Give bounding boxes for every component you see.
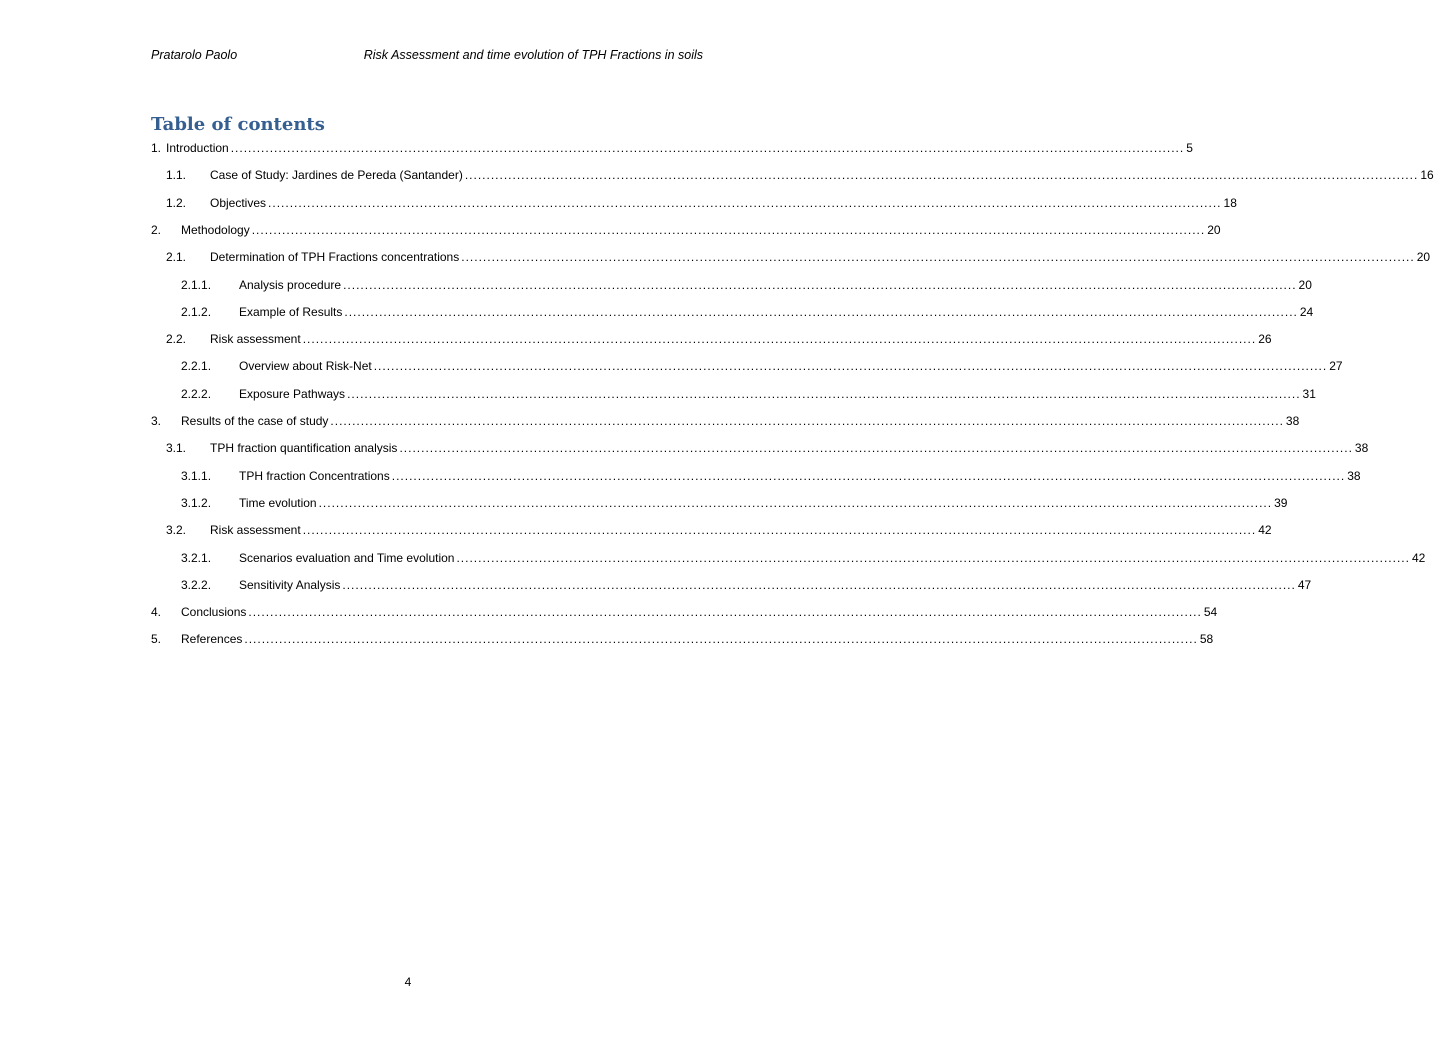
toc-entry-title: Case of Study: Jardines de Pereda (Santander): [210, 168, 463, 183]
toc-entry-title: Example of Results: [239, 304, 343, 319]
toc-entry-title: Determination of TPH Fractions concentrations: [210, 250, 460, 265]
page-header: [151, 48, 703, 66]
toc-leader-dots: ............................................................................................................................................................................................................................: [391, 468, 1346, 483]
toc-entry-title: TPH fraction Concentrations: [239, 468, 390, 483]
header-author: Pratarolo Paolo: [151, 48, 238, 62]
toc-entry-number: 1.1.: [166, 168, 187, 183]
toc-leader-dots: ............................................................................................................................................................................................................................: [318, 495, 1273, 510]
toc-entry-number: 3.2.1.: [181, 550, 212, 565]
toc-leader-dots: ............................................................................................................................................................................................................................: [456, 550, 1410, 565]
toc-entry-title: Objectives: [210, 195, 267, 210]
toc-entry-number: 2.2.: [166, 332, 187, 347]
toc-entry-page: 18: [1223, 195, 1237, 210]
toc-leader-dots: ............................................................................................................................................................................................................................: [302, 523, 1257, 538]
toc-entry[interactable]: [151, 413, 1300, 429]
toc-entry-page: 38: [1347, 468, 1361, 483]
toc-entry[interactable]: [151, 195, 1237, 211]
toc-entry[interactable]: [151, 167, 1434, 183]
toc-entry-number: 2.2.1.: [181, 359, 212, 374]
toc-entry-number: 2.1.1.: [181, 277, 212, 292]
toc-entry-number: 3.2.: [166, 523, 187, 538]
toc-entry-page: 42: [1411, 550, 1426, 565]
toc-leader-dots: ............................................................................................................................................................................................................................: [343, 277, 1297, 292]
toc-entry[interactable]: [151, 577, 1312, 593]
toc-entry[interactable]: [151, 468, 1361, 484]
toc-entry-title: Time evolution: [239, 495, 317, 510]
toc-entry-page: 38: [1285, 414, 1300, 428]
toc-heading: Table of contents: [151, 114, 325, 135]
toc-entry-title: Conclusions: [181, 605, 247, 620]
toc-entry-page: 27: [1329, 359, 1343, 374]
toc-entry-page: 47: [1297, 577, 1312, 592]
toc-entry-page: 5: [1186, 141, 1193, 155]
toc-entry-page: 58: [1199, 632, 1214, 647]
toc-entry-page: 24: [1299, 304, 1314, 319]
toc-entry-page: 16: [1420, 168, 1434, 183]
toc-entry-number: 3.1.2.: [181, 495, 212, 510]
toc-entry-title: Risk assessment: [210, 332, 301, 347]
toc-entry-page: 20: [1207, 222, 1221, 237]
toc-entry-page: 20: [1298, 277, 1312, 292]
toc-leader-dots: ............................................................................................................................................................................................................................: [251, 222, 1206, 237]
toc-entry[interactable]: [151, 604, 1218, 620]
toc-leader-dots: ............................................................................................................................................................................................................................: [342, 577, 1296, 592]
toc-entry-page: 54: [1203, 605, 1218, 620]
toc-leader-dots: ............................................................................................................................................................................................................................: [244, 632, 1198, 647]
toc-leader-dots: ............................................................................................................................................................................................................................: [268, 195, 1222, 210]
toc-entry-number: 5.: [151, 632, 162, 647]
toc-entry[interactable]: [151, 140, 1193, 156]
toc-leader-dots: ............................................................................................................................................................................................................................: [461, 250, 1415, 265]
toc-entry-number: 2.1.: [166, 250, 187, 265]
toc-entry[interactable]: [151, 222, 1221, 238]
toc-entry[interactable]: [151, 522, 1272, 538]
toc-leader-dots: ............................................................................................................................................................................................................................: [464, 168, 1419, 183]
toc-entry[interactable]: [151, 550, 1426, 566]
toc-entry-title: Sensitivity Analysis: [239, 577, 341, 592]
toc-entry-title: Results of the case of study: [181, 414, 329, 428]
toc-leader-dots: ............................................................................................................................................................................................................................: [230, 141, 1185, 155]
toc-leader-dots: ............................................................................................................................................................................................................................: [373, 359, 1328, 374]
toc-entry[interactable]: [151, 249, 1431, 265]
toc-entry-number: 1.: [151, 141, 162, 155]
toc-leader-dots: ............................................................................................................................................................................................................................: [302, 332, 1257, 347]
toc-entry-title: Scenarios evaluation and Time evolution: [239, 550, 455, 565]
toc-entry[interactable]: [151, 358, 1343, 374]
toc-entry-title: Overview about Risk-Net: [239, 359, 372, 374]
toc-entry-page: 26: [1258, 332, 1272, 347]
toc-entry-title: Introduction: [166, 141, 229, 155]
toc-entry[interactable]: [151, 331, 1272, 347]
toc-entry-title: TPH fraction quantification analysis: [210, 441, 398, 456]
toc-leader-dots: ............................................................................................................................................................................................................................: [347, 386, 1301, 401]
toc-entry-title: References: [181, 632, 243, 647]
toc-entry[interactable]: [151, 304, 1314, 320]
toc-entry[interactable]: [151, 277, 1312, 293]
toc-entry-title: Methodology: [181, 222, 250, 237]
toc-entry-page: 39: [1274, 495, 1288, 510]
toc-entry-number: 3.: [151, 414, 162, 428]
toc-entry[interactable]: [151, 440, 1369, 456]
toc-entry-number: 3.1.: [166, 441, 187, 456]
toc-entry-number: 1.2.: [166, 195, 187, 210]
header-title: Risk Assessment and time evolution of TPH Fractions in soils: [363, 48, 703, 62]
toc-entry-number: 2.1.2.: [181, 304, 212, 319]
toc-leader-dots: ............................................................................................................................................................................................................................: [248, 605, 1202, 620]
toc-entry[interactable]: [151, 631, 1214, 647]
toc-entry-title: Analysis procedure: [239, 277, 342, 292]
toc-entry[interactable]: [151, 386, 1316, 402]
toc-entry-title: Exposure Pathways: [239, 386, 346, 401]
toc-entry-number: 4.: [151, 605, 162, 620]
toc-entry-page: 20: [1416, 250, 1431, 265]
page-number: 4: [404, 975, 412, 989]
toc-entry-page: 42: [1258, 523, 1272, 538]
toc-leader-dots: ............................................................................................................................................................................................................................: [344, 304, 1298, 319]
toc-entry-number: 3.2.2.: [181, 577, 212, 592]
toc-entry-title: Risk assessment: [210, 523, 301, 538]
toc-entry[interactable]: [151, 495, 1288, 511]
toc-entry-page: 38: [1354, 441, 1369, 456]
toc-leader-dots: ............................................................................................................................................................................................................................: [330, 414, 1284, 428]
toc-entry-number: 3.1.1.: [181, 468, 212, 483]
toc-entry-number: 2.: [151, 222, 162, 237]
toc-entry-page: 31: [1302, 386, 1316, 401]
toc-entry-number: 2.2.2.: [181, 386, 212, 401]
toc-leader-dots: ............................................................................................................................................................................................................................: [399, 441, 1353, 456]
